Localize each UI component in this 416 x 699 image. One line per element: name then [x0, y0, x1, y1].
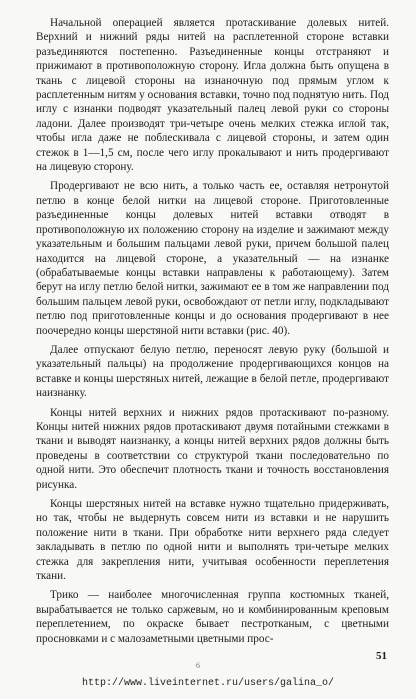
print-mark: 6 [196, 661, 200, 670]
paragraph: Трико — наиболее многочисленная группа костюмных тканей, вырабатывается не только саржевым, но и комбинированным креповым переплетением, по окраске бывает пестротканым, с цветными просновками и с малозаметными цветными прос- [36, 589, 389, 645]
paragraph: Продергивают не всю нить, а только часть ее, оставляя нетронутой петлю в конце белой нитки на лицевой стороне. Приготовленные разъединенные концы долевых нитей вставки отводят в противоположную их положению сторону на изделие и зажимают между указательным и большим пальцами левой руки, причем большой палец находится на лицевой стороне, а указательный — на изнанке (обрабатываемые концы вставки направлены к работающему). Затем берут на иглу петлю белой нитки, зажимают ее в том же направлении под большим пальцем левой руки, освобождают от петли иглу, подкладывают петлю под приготовленные концы и до основания продергивают в нее поочередно концы шерстяной нити вставки (рис. 40). [36, 180, 389, 337]
watermark-url: http://www.liveinternet.ru/users/galina_o/ [81, 678, 335, 689]
paragraph: Концы нитей верхних и нижних рядов протаскивают по-разному. Концы нитей нижних рядов протаскивают двумя потайными стежками в ткани и выводят наизнанку, а концы нитей верхних рядов должны быть проведены в соответствии со структурой ткани последовательно по одной нити. Это обеспечит плотность ткани и точность восстановления рисунка. [36, 406, 389, 491]
page-number: 51 [376, 650, 387, 662]
body-text [36, 16, 389, 651]
paragraph: Далее отпускают белую петлю, переносят левую руку (большой и указательный пальцы) на продолжение продергивающихся концов на вставке и концы шерстяных нитей, лежащие в белой петле, продергивают наизнанку. [36, 343, 389, 400]
paragraph: Начальной операцией является протаскивание долевых нитей. Верхний и нижний ряды нитей на расплетенной стороне вставки разъединяются постепенно. Разъединенные концы отстраняют и прижимают в противоположную сторону. Игла должна быть опущена в ткань с лицевой стороны на изнаночную под прямым углом к расплетенным нитям у основания вставки, точно под поднятую нить. Под иглу с изнанки подводят указательный палец левой руки со стороны ладони. Далее производят три-четыре очень мелких стежка иглой так, чтобы игла даже не поблескивала с лицевой стороны, и затем один стежок в 1—1,5 см, после чего иглу прокалывают и нить продергивают на лицевую сторону. [36, 17, 389, 174]
paragraph: Концы шерстяных нитей на вставке нужно тщательно придерживать, но так, чтобы не выдернуть совсем нити из вставки и не нарушить положение нити в ткани. При обработке нити верхнего ряда следует закладывать в петлю по одной нити и выполнять три-четыре мелких стежка для закрепления нити, учитывая особенности переплетения ткани. [36, 498, 389, 583]
